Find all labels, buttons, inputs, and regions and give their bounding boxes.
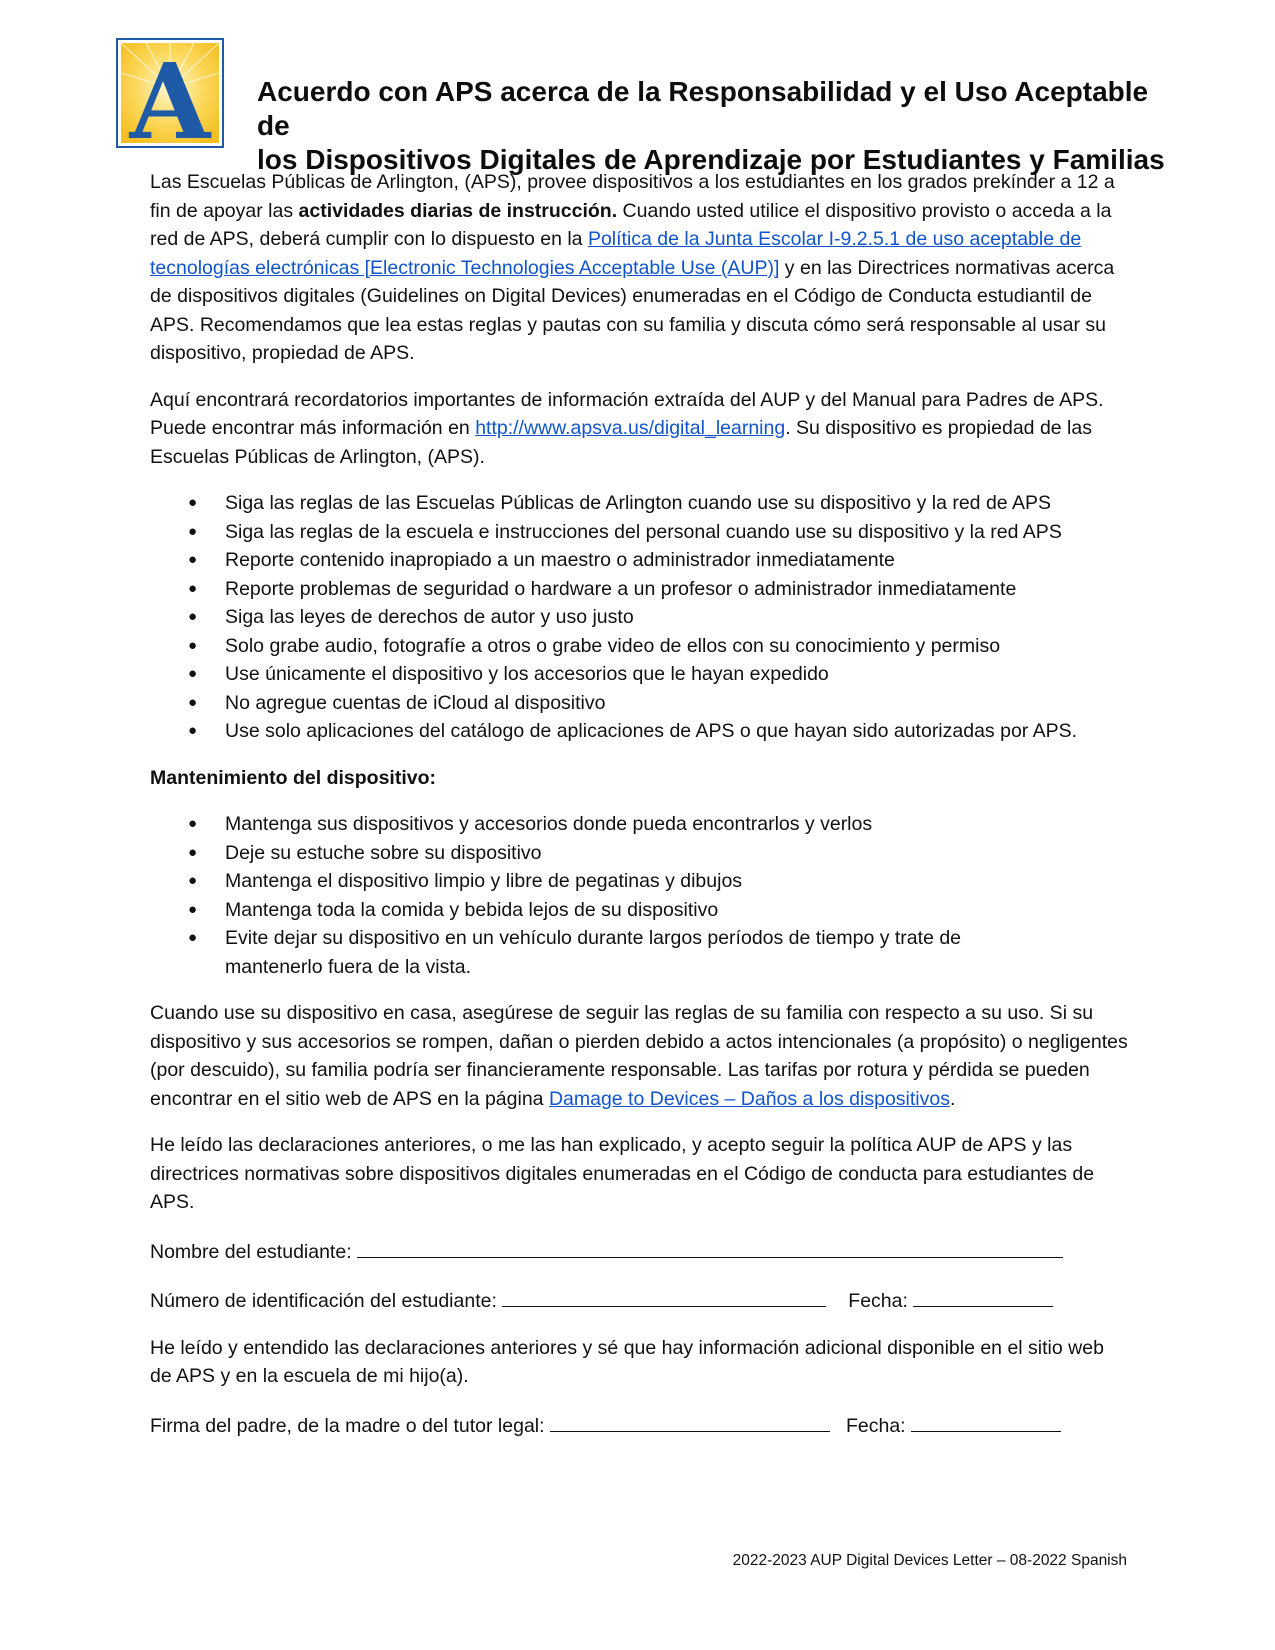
list-item: ● Use solo aplicaciones del catálogo de aplicaciones de APS o que hayan sido autorizadas por APS.	[150, 717, 1130, 746]
student-acknowledgement: He leído las declaraciones anteriores, o me las han explicado, y acepto seguir la política AUP de APS y las directrices normativas sobre dispositivos digitales enumeradas en el Código de conducta para estudiantes de APS.	[150, 1134, 1095, 1213]
home-use-paragraph	[150, 999, 1130, 1113]
rules-list	[150, 489, 1130, 746]
list-item: ● Mantenga el dispositivo limpio y libre de pegatinas y dibujos	[150, 867, 1130, 896]
student-id-label: Número de identificación del estudiante:	[150, 1290, 503, 1312]
parent-date-blank[interactable]	[911, 1409, 1061, 1432]
list-item: ● Deje su estuche sobre su dispositivo	[150, 839, 1130, 868]
list-item: ● Siga las reglas de la escuela e instrucciones del personal cuando use su dispositivo y la red APS	[150, 518, 1130, 547]
maintenance-heading: Mantenimiento del dispositivo:	[150, 766, 437, 789]
parent-signature-label: Firma del padre, de la madre o del tutor legal:	[150, 1414, 550, 1437]
damage-to-devices-link[interactable]: Damage to Devices – Daños a los dispositivos	[548, 1087, 950, 1110]
student-id-row	[150, 1284, 1130, 1316]
letter-body	[150, 168, 1130, 1458]
intro-bold-text: actividades diarias de instrucción.	[298, 199, 618, 222]
intro-text-1: Las Escuelas Públicas de Arlington, (APS), provee dispositivos a los estudiantes en los grados prekínder a 12 a fin de apoyar las	[150, 171, 1115, 222]
list-item: ● Siga las leyes de derechos de autor y uso justo	[150, 603, 1130, 632]
student-date-blank[interactable]	[913, 1284, 1053, 1307]
page-footer: 2022-2023 AUP Digital Devices Letter – 08-2022 Spanish	[732, 1552, 1127, 1569]
parent-date-label: Fecha:	[845, 1414, 912, 1437]
parent-acknowledgement: He leído y entendido las declaraciones anteriores y sé que hay información adicional disponible en el sitio web de APS y en la escuela de mi hijo(a).	[150, 1336, 1104, 1387]
intro-paragraph	[150, 168, 1130, 368]
title-line-2: los Dispositivos Digitales de Aprendizaje por Estudiantes y Familias	[257, 144, 1165, 175]
student-name-row	[150, 1235, 1130, 1267]
student-date-label: Fecha:	[848, 1290, 914, 1312]
list-item: ● No agregue cuentas de iCloud al dispositivo	[150, 689, 1130, 718]
reminders-text-2: . Su dispositivo es propiedad de las Escuelas Públicas de Arlington, (APS).	[150, 417, 1092, 468]
home-use-text-1: Cuando use su dispositivo en casa, asegúrese de seguir las reglas de su familia con respecto a su uso. Si su dispositivo y sus accesorios se rompen, dañan o pierden debido a actos intencionales (a propósito) o negligentes (por descuido), su familia podría ser financieramente responsable. Las tarifas por rotura y pérdida se pueden encontrar en el sitio web de APS en la página	[150, 1002, 1128, 1110]
digital-learning-link[interactable]: http://www.apsva.us/digital_learning	[475, 417, 786, 439]
student-id-blank[interactable]	[502, 1284, 826, 1307]
intro-text-2: Cuando usted utilice el dispositivo provisto o acceda a la red de APS, deberá cumplir con lo dispuesto en la	[150, 199, 1112, 250]
aup-policy-link[interactable]: Política de la Junta Escolar I-9.2.5.1 de uso aceptable de tecnologías electrónicas [Electronic Technologies Acceptable Use (AUP)]	[150, 228, 1082, 279]
list-item: ● Solo grabe audio, fotografíe a otros o grabe video de ellos con su conocimiento y permiso	[150, 632, 1130, 661]
list-item: ● Reporte problemas de seguridad o hardware a un profesor o administrador inmediatamente	[150, 575, 1130, 604]
reminders-paragraph	[150, 386, 1130, 472]
reminders-text-1: Aquí encontrará recordatorios importantes de información extraída del AUP y del Manual para Padres de APS. Puede encontrar más información en	[150, 388, 1104, 439]
maintenance-list	[150, 810, 1130, 981]
logo-letter: A	[129, 40, 211, 148]
parent-signature-blank[interactable]	[550, 1409, 830, 1432]
aps-logo	[116, 38, 224, 148]
home-use-text-2: .	[949, 1087, 956, 1110]
student-name-blank[interactable]	[357, 1235, 1063, 1258]
parent-signature-row	[150, 1409, 1130, 1441]
page-title	[257, 75, 1177, 177]
list-item: ● Evite dejar su dispositivo en un vehículo durante largos períodos de tiempo y trate de mantenerlo fuera de la vista.	[150, 924, 1130, 981]
intro-text-3: y en las Directrices normativas acerca de dispositivos digitales (Guidelines on Digital Devices) enumeradas en el Código de Conducta estudiantil de APS. Recomendamos que lea estas reglas y pautas con su familia y discuta cómo será responsable al usar su dispositivo, propiedad de APS.	[150, 256, 1115, 364]
title-line-1: Acuerdo con APS acerca de la Responsabilidad y el Uso Aceptable de	[257, 76, 1149, 141]
list-item: ● Reporte contenido inapropiado a un maestro o administrador inmediatamente	[150, 546, 1130, 575]
student-name-label: Nombre del estudiante:	[150, 1240, 358, 1263]
list-item: ● Mantenga sus dispositivos y accesorios donde pueda encontrarlos y verlos	[150, 810, 1130, 839]
list-item: ● Use únicamente el dispositivo y los accesorios que le hayan expedido	[150, 660, 1130, 689]
list-item: ● Mantenga toda la comida y bebida lejos de su dispositivo	[150, 896, 1130, 925]
list-item: ● Siga las reglas de las Escuelas Públicas de Arlington cuando use su dispositivo y la red de APS	[150, 489, 1130, 518]
